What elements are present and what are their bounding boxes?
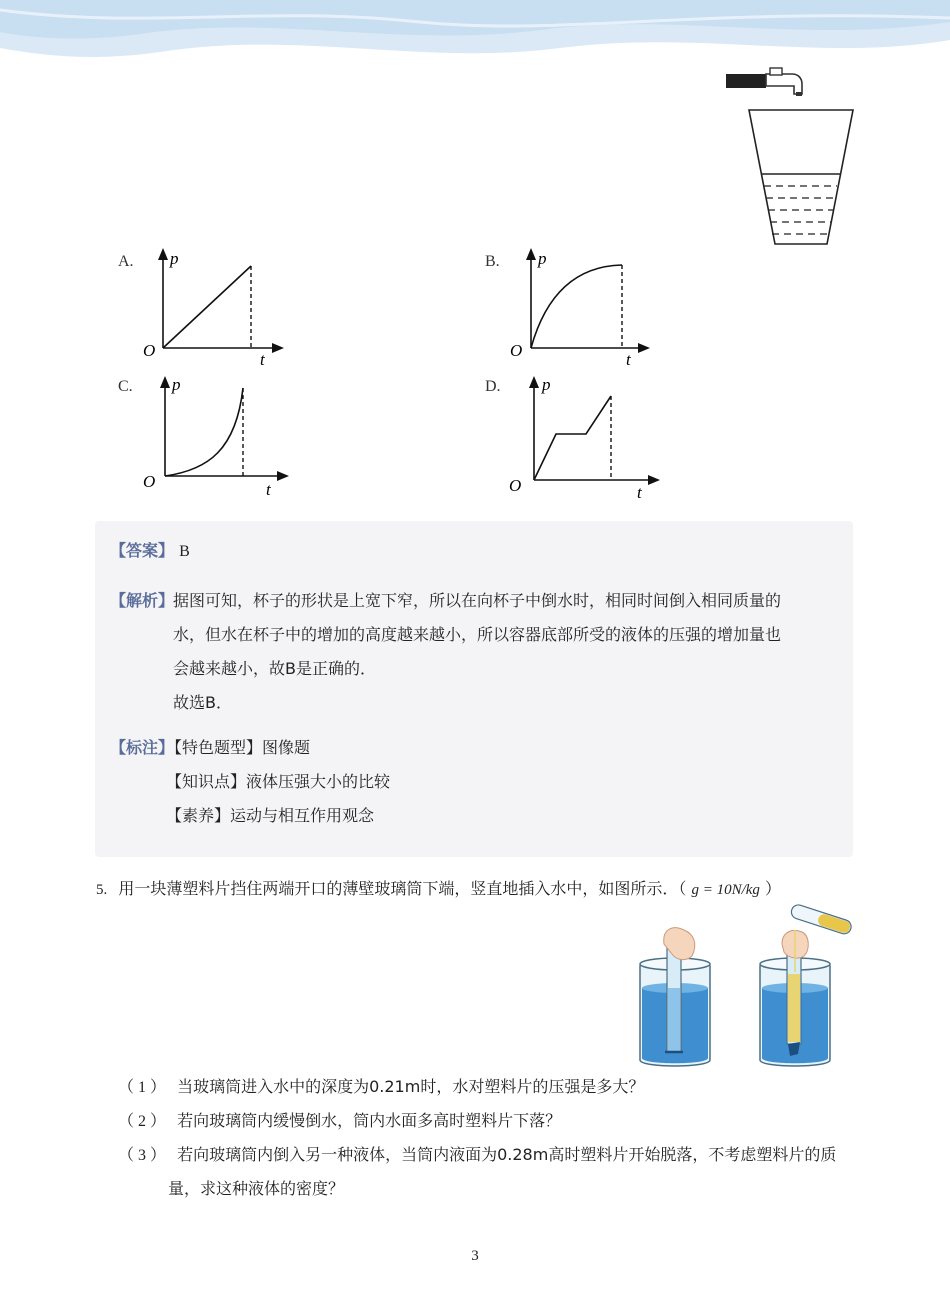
option-a-t-label: t [260, 350, 265, 369]
question-number: 5. [96, 882, 108, 898]
sub-question-text: 当玻璃筒进入水中的深度为0.21m时，水对塑料片的压强是多大？ [177, 1077, 645, 1096]
option-a-p-label: p [170, 249, 179, 268]
note-item: 【知识点】液体压强大小的比较 [166, 772, 391, 791]
question-text: 用一块薄塑料片挡住两端开口的薄壁玻璃筒下端，竖直地插入水中，如图所示．（ [118, 879, 687, 898]
option-d-graph [506, 370, 676, 505]
analysis-line: 会越来越小，故B是正确的． [173, 659, 376, 678]
question-5 [96, 876, 781, 899]
analysis-line: 水，但水在杯子中的增加的高度越来越小，所以容器底部所受的液体的压强的增加量也 [173, 625, 782, 644]
option-d-p-label: p [542, 375, 551, 394]
option-b-label: B. [485, 253, 500, 270]
sub-question-number: （ 3 ） [118, 1147, 167, 1164]
notes-list [166, 731, 766, 833]
sub-question-number: （ 2 ） [118, 1113, 167, 1130]
sub-question-text: 若向玻璃筒内倒入另一种液体，当筒内液面为0.28m高时塑料片开始脱落，不考虑塑料片的质 [177, 1145, 837, 1164]
option-c-origin: O [143, 472, 156, 491]
page-number: 3 [471, 1248, 479, 1264]
option-b-t-label: t [626, 350, 631, 369]
notes-tag: 【标注】 [110, 738, 175, 757]
option-c-t-label: t [266, 480, 271, 499]
sub-question-3 [118, 1142, 836, 1165]
option-d-label: D. [485, 378, 501, 395]
sub-question-text: 量，求这种液体的密度？ [168, 1179, 345, 1198]
sub-question-3-continuation [168, 1176, 344, 1199]
option-b-p-label: p [538, 249, 547, 268]
option-b-graph [506, 244, 666, 369]
option-c-p-label: p [172, 375, 181, 394]
option-c-label: C. [118, 378, 133, 395]
option-a-label: A. [118, 253, 134, 270]
sub-question-text: 若向玻璃筒内缓慢倒水，筒内水面多高时塑料片下落？ [177, 1111, 562, 1130]
analysis-text [173, 584, 843, 720]
answer-value: B [179, 543, 190, 560]
question-formula: g = 10N/kg [691, 882, 760, 898]
option-d-origin: O [509, 476, 522, 495]
option-a-origin: O [143, 341, 156, 360]
sub-question-1 [118, 1074, 644, 1097]
analysis-tag: 【解析】 [110, 591, 175, 610]
faucet-cup-illustration [722, 64, 862, 249]
option-c-graph [138, 370, 298, 500]
answer-tag: 【答案】 [110, 541, 175, 560]
question-close: ） [765, 879, 782, 898]
note-item: 【特色题型】图像题 [166, 738, 311, 757]
analysis-line: 据图可知，杯子的形状是上宽下窄，所以在向杯子中倒水时，相同时间倒入相同质量的 [173, 591, 782, 610]
option-d-t-label: t [637, 483, 642, 502]
option-a-graph [138, 244, 298, 369]
sub-question-number: （ 1 ） [118, 1079, 167, 1096]
sub-question-2 [118, 1108, 561, 1131]
glass-tube-experiment-illustration [632, 900, 857, 1072]
note-item: 【素养】运动与相互作用观念 [166, 806, 375, 825]
answer-row [110, 538, 190, 561]
option-b-origin: O [510, 341, 523, 360]
analysis-line: 故选B． [173, 693, 232, 712]
